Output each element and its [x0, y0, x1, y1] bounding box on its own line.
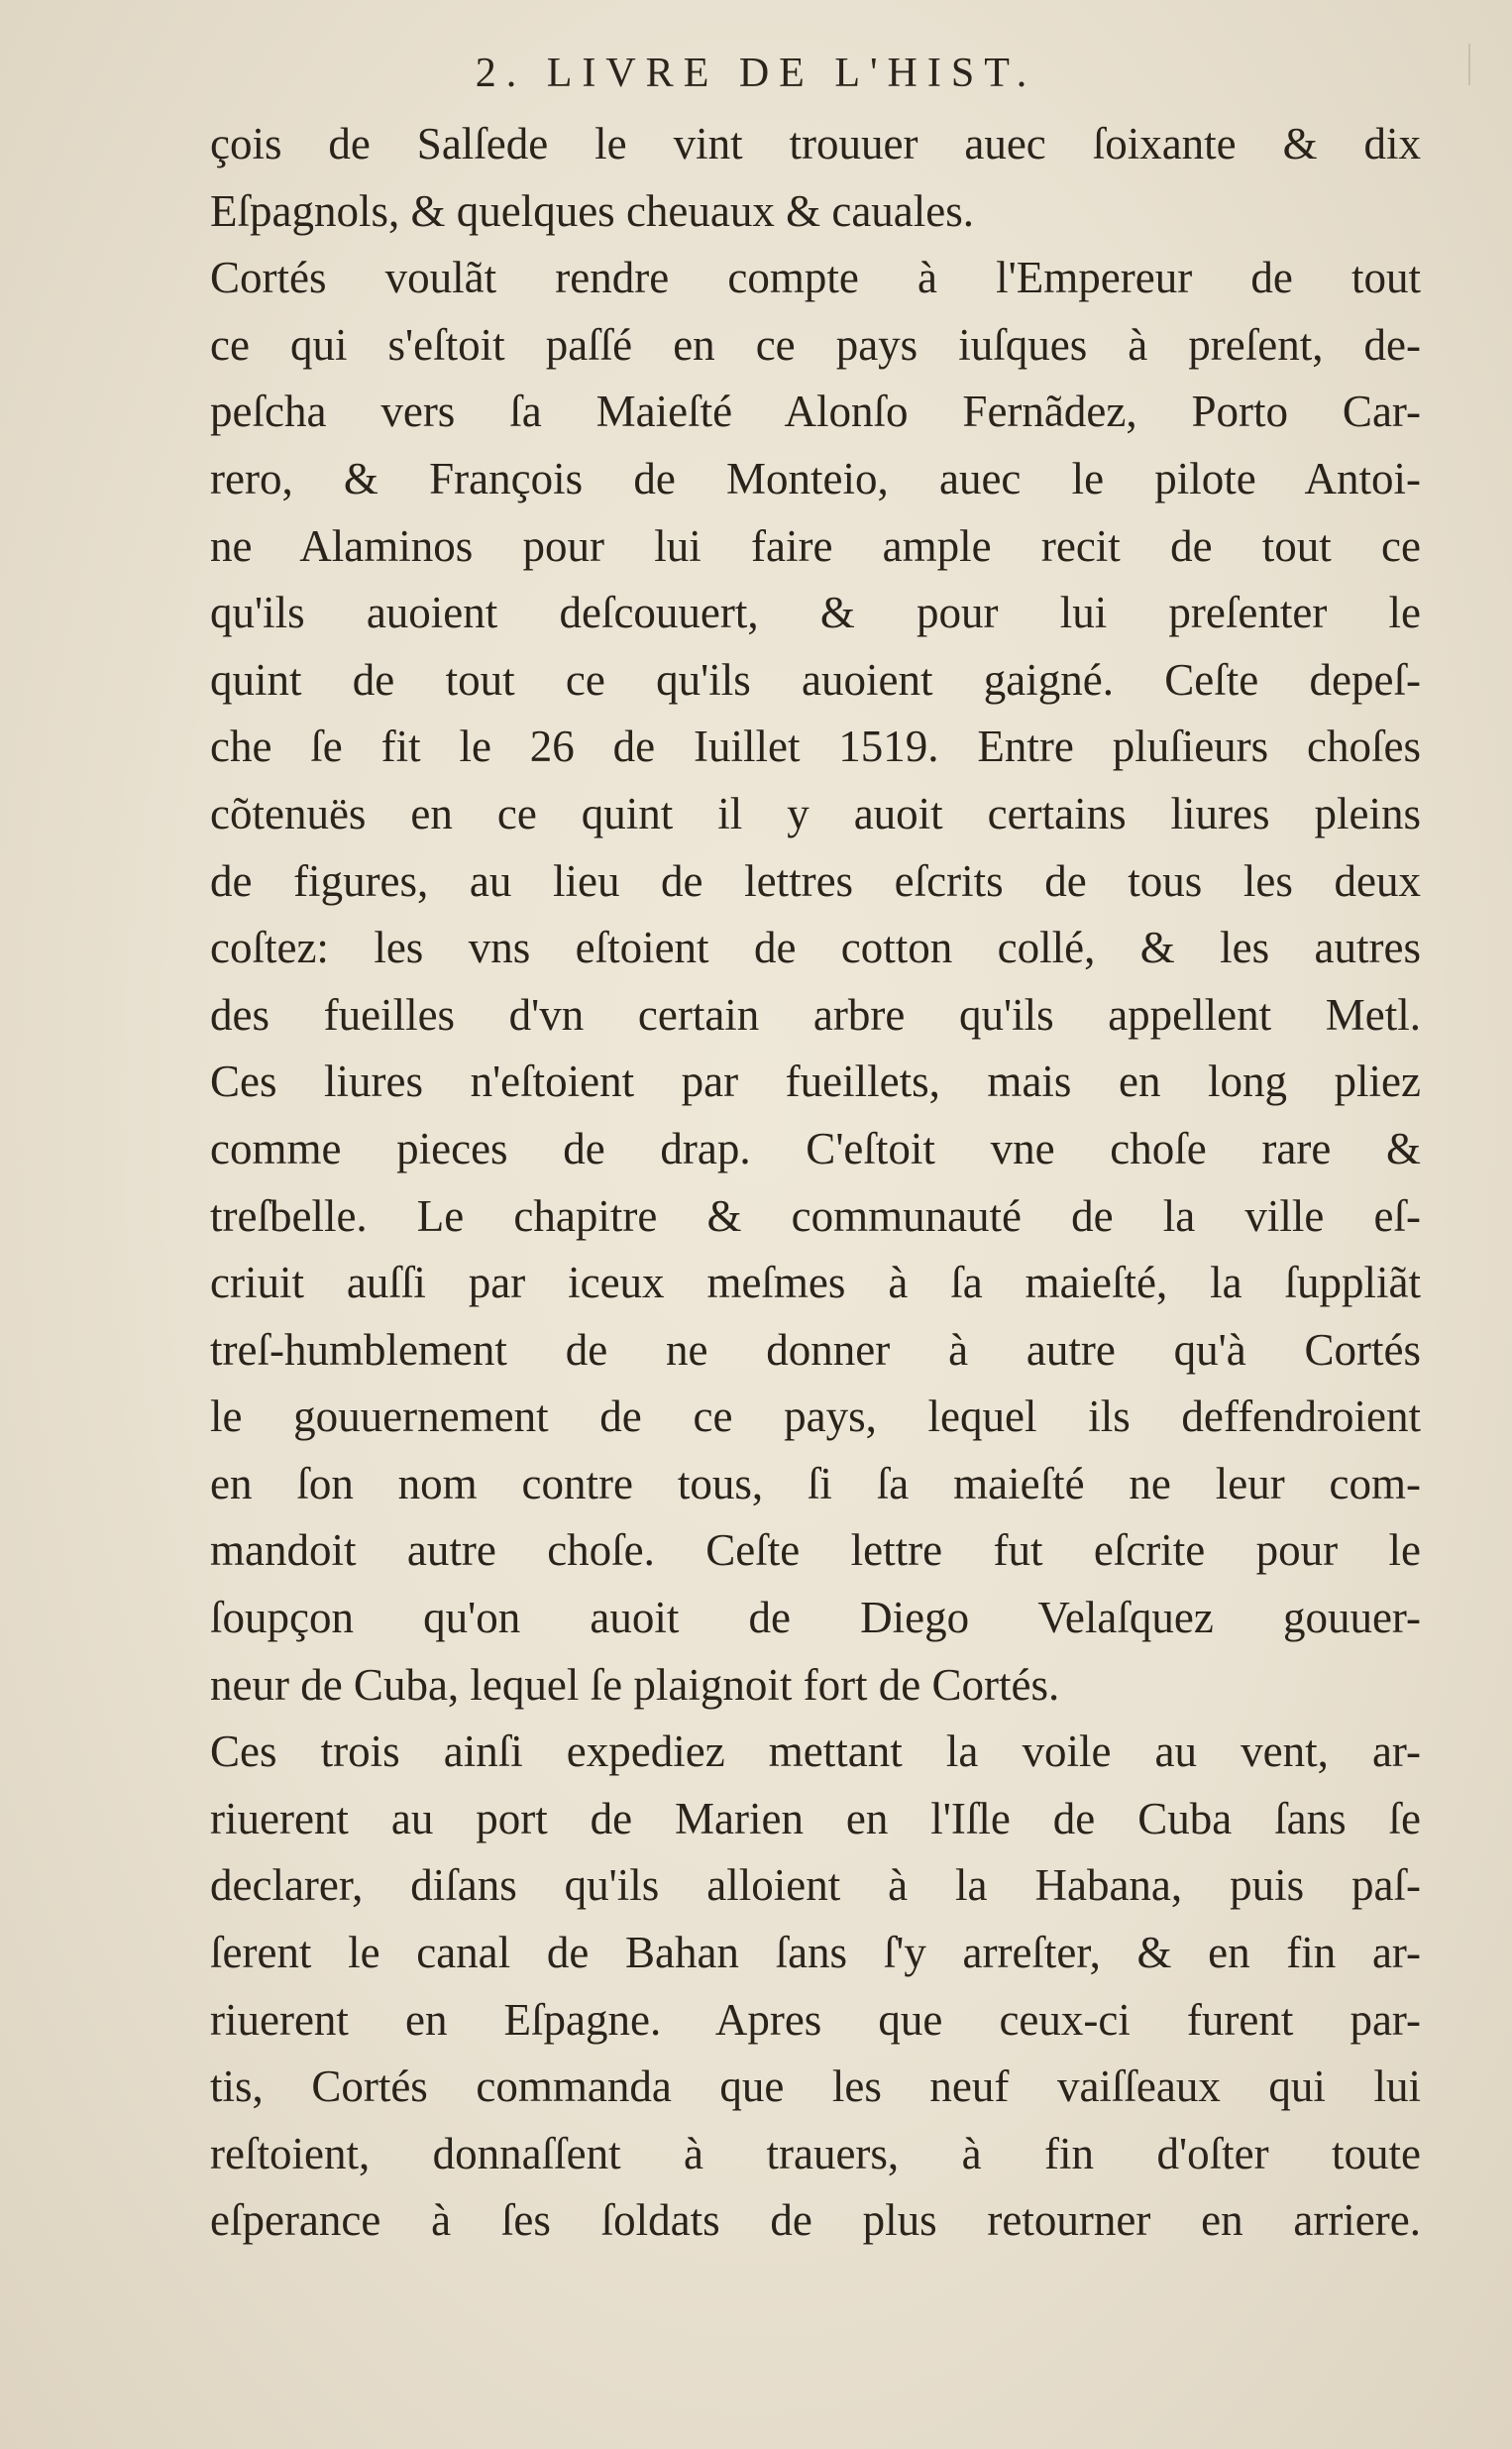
text-line: declarer, diſans qu'ils alloient à la Habana, puis paſ-: [210, 1860, 1421, 1911]
text-line: le gouuernement de ce pays, lequel ils deffendroient: [210, 1391, 1421, 1442]
text-line: ce qui s'eſtoit paſſé en ce pays iuſques à preſent, de-: [210, 319, 1421, 370]
text-line: qu'ils auoient deſcouuert, & pour lui preſenter le: [210, 588, 1421, 638]
text-line: ne Alaminos pour lui faire ample recit de tout ce: [210, 520, 1421, 571]
text-line: neur de Cuba, lequel ſe plaignoit fort de Cortés.: [210, 1659, 1060, 1710]
text-line: cõtenuës en ce quint il y auoit certains liures pleins: [210, 788, 1421, 838]
text-line: comme pieces de drap. C'eſtoit vne choſe rare &: [210, 1123, 1421, 1173]
text-line: de figures, au lieu de lettres eſcrits de tous les deux: [210, 855, 1421, 906]
text-line: eſperance à ſes ſoldats de plus retourner en arriere.: [210, 2195, 1421, 2246]
text-line: reſtoient, donnaſſent à trauers, à fin d'oſter toute: [210, 2128, 1421, 2178]
text-line: Ces trois ainſi expediez mettant la voile au vent, ar-: [210, 1726, 1421, 1777]
text-block: [210, 111, 1421, 2255]
text-line: en ſon nom contre tous, ſi ſa maieſté ne leur com-: [210, 1458, 1421, 1508]
text-line: peſcha vers ſa Maieſté Alonſo Fernãdez, Porto Car-: [210, 387, 1421, 437]
text-line: ſerent le canal de Bahan ſans ſ'y arreſter, & en fin ar-: [210, 1928, 1421, 1978]
text-line: quint de tout ce qu'ils auoient gaigné. Ceſte depeſ-: [210, 654, 1421, 705]
text-line: criuit auſſi par iceux meſmes à ſa maieſté, la ſuppliãt: [210, 1258, 1421, 1308]
text-line: riuerent en Eſpagne. Apres que ceux-ci furent par-: [210, 1994, 1421, 2045]
text-line: çois de Salſede le vint trouuer auec ſoixante & dix: [210, 119, 1421, 168]
text-line: coſtez: les vns eſtoient de cotton collé, & les autres: [210, 923, 1421, 973]
text-line: des fueilles d'vn certain arbre qu'ils appellent Metl.: [210, 989, 1421, 1040]
text-line: tis, Cortés commanda que les neuf vaiſſeaux qui lui: [210, 2061, 1421, 2112]
text-line: ſoupçon qu'on auoit de Diego Velaſquez gouuer-: [210, 1593, 1421, 1643]
text-line: treſ-humblement de ne donner à autre qu'à Cortés: [210, 1324, 1421, 1375]
text-line: che ſe fit le 26 de Iuillet 1519. Entre pluſieurs choſes: [210, 722, 1421, 772]
running-head: 2. LIVRE DE L'HIST.: [475, 51, 1037, 96]
text-line: mandoit autre choſe. Ceſte lettre fut eſcrite pour le: [210, 1525, 1421, 1576]
text-line: Ces liures n'eſtoient par fueillets, mais en long pliez: [210, 1057, 1421, 1107]
text-line: riuerent au port de Marien en l'Iſle de Cuba ſans ſe: [210, 1793, 1421, 1843]
text-line: rero, & François de Monteio, auec le pilote Antoi-: [210, 453, 1421, 503]
text-line: treſbelle. Le chapitre & communauté de la ville eſ-: [210, 1190, 1421, 1241]
text-line: Cortés voulãt rendre compte à l'Empereur de tout: [210, 253, 1421, 303]
text-line: Eſpagnols, & quelques cheuaux & cauales.: [210, 185, 975, 236]
